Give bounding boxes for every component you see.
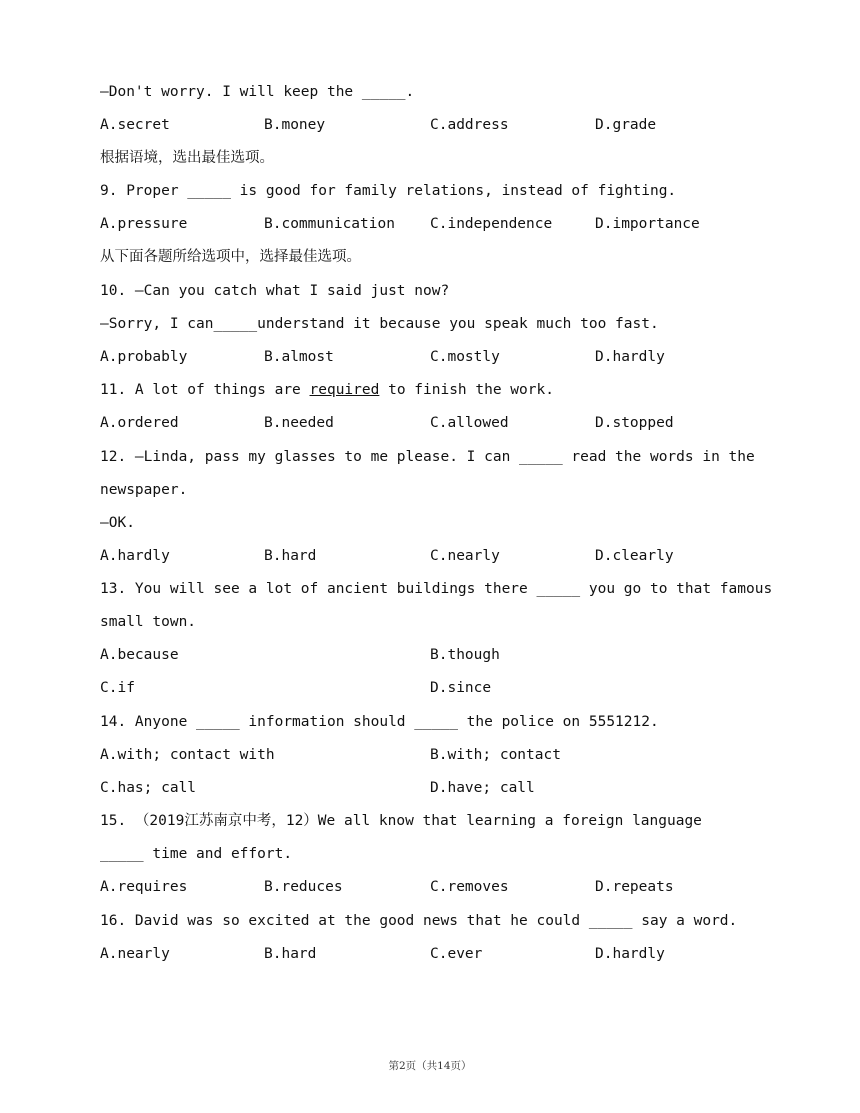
option-b: B.hard — [264, 946, 317, 962]
instruction-1: 根据语境，选出最佳选项。 — [100, 150, 274, 166]
option-d: D.since — [430, 680, 492, 696]
option-c: C.ever — [430, 946, 483, 962]
option-b: B.money — [264, 117, 326, 133]
question-12: 12. —Linda, pass my glasses to me please. I can _____ read the words in the — [100, 449, 755, 465]
option-b: B.reduces — [264, 879, 343, 895]
q8-answer-line: —Don't worry. I will keep the _____. — [100, 84, 415, 100]
question-10-reply: —Sorry, I can_____understand it because you speak much too fast. — [100, 316, 659, 332]
question-9: 9. Proper _____ is good for family relations, instead of fighting. — [100, 183, 677, 199]
option-b: B.almost — [264, 349, 334, 365]
option-a: A.secret — [100, 117, 170, 133]
option-d: D.stopped — [595, 415, 674, 431]
option-b: B.needed — [264, 415, 334, 431]
question-14: 14. Anyone _____ information should _____ the police on 5551212. — [100, 714, 659, 730]
option-b: B.hard — [264, 548, 317, 564]
option-d: D.have; call — [430, 780, 535, 796]
option-a: A.nearly — [100, 946, 170, 962]
question-11 — [100, 380, 554, 400]
option-c: C.allowed — [430, 415, 509, 431]
option-c: C.mostly — [430, 349, 500, 365]
question-13-cont: small town. — [100, 614, 197, 630]
option-b: B.communication — [264, 216, 395, 232]
option-b: B.though — [430, 647, 500, 663]
option-a: A.pressure — [100, 216, 188, 232]
option-a: A.probably — [100, 349, 188, 365]
instruction-2: 从下面各题所给选项中，选择最佳选项。 — [100, 249, 361, 265]
q11-text-post: to finish the work. — [379, 382, 554, 398]
option-a: A.requires — [100, 879, 188, 895]
option-c: C.if — [100, 680, 135, 696]
option-d: D.hardly — [595, 349, 665, 365]
page-footer: 第2页（共14页） — [388, 1060, 472, 1072]
question-15: 15. （2019江苏南京中考，12）We all know that learning a foreign language — [100, 813, 702, 829]
question-12-cont: newspaper. — [100, 482, 188, 498]
option-d: D.clearly — [595, 548, 674, 564]
option-a: A.with; contact with — [100, 747, 275, 763]
option-c: C.independence — [430, 216, 553, 232]
q11-text-pre: 11. A lot of things are — [100, 382, 310, 398]
option-c: C.removes — [430, 879, 509, 895]
option-d: D.repeats — [595, 879, 674, 895]
option-a: A.because — [100, 647, 179, 663]
option-d: D.importance — [595, 216, 700, 232]
question-13: 13. You will see a lot of ancient buildings there _____ you go to that famous — [100, 581, 773, 597]
question-12-reply: —OK. — [100, 515, 135, 531]
option-d: D.grade — [595, 117, 657, 133]
question-10: 10. —Can you catch what I said just now? — [100, 283, 450, 299]
option-a: A.hardly — [100, 548, 170, 564]
option-c: C.nearly — [430, 548, 500, 564]
option-c: C.has; call — [100, 780, 197, 796]
option-d: D.hardly — [595, 946, 665, 962]
option-c: C.address — [430, 117, 509, 133]
q11-underlined-word: required — [309, 382, 380, 398]
option-b: B.with; contact — [430, 747, 561, 763]
question-16: 16. David was so excited at the good news that he could _____ say a word. — [100, 913, 738, 929]
question-15-cont: _____ time and effort. — [100, 846, 293, 862]
option-a: A.ordered — [100, 415, 179, 431]
